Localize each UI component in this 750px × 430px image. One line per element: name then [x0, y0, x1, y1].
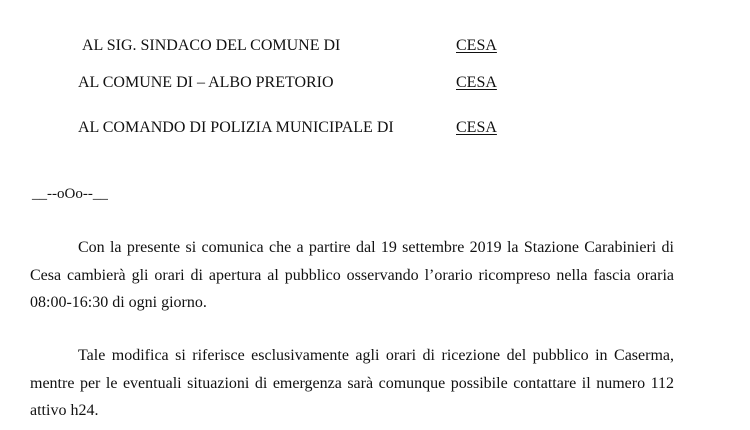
section-separator: __--oOo--__	[32, 186, 108, 202]
addressee-label: AL COMUNE DI – ALBO PRETORIO	[78, 74, 334, 91]
body-paragraph: Con la presente si comunica che a partire dal 19 settembre 2019 la Stazione Carabinieri di Cesa cambierà gli orari di apertura al pubblico osservando l’orario ricompreso nella fascia oraria 08:00-16:30 di ogni giorno.	[30, 239, 674, 311]
addressee-city: CESA	[456, 37, 497, 54]
addressee-row	[0, 116, 750, 140]
addressee-city: CESA	[456, 119, 497, 136]
addressee-label: AL SIG. SINDACO DEL COMUNE DI	[82, 37, 341, 54]
addressee-city: CESA	[456, 74, 497, 91]
body-paragraph: Tale modifica si riferisce esclusivamente agli orari di ricezione del pubblico in Caserma, mentre per le eventuali situazioni di emergenza sarà comunque possibile contattare il numero 112 attivo h24.	[30, 347, 674, 419]
addressee-label: AL COMANDO DI POLIZIA MUNICIPALE DI	[78, 119, 394, 136]
addressee-row	[0, 34, 750, 58]
addressee-row	[0, 71, 750, 95]
